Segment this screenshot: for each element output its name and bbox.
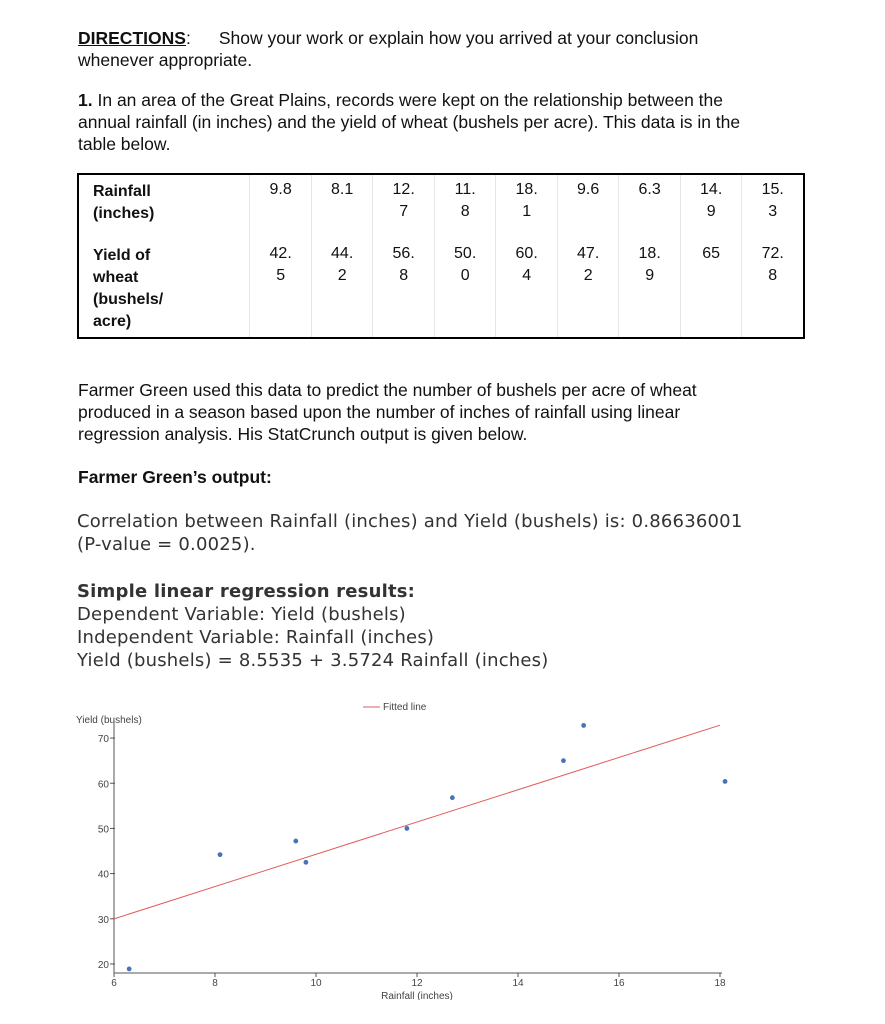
legend-label: Fitted line [383,702,427,713]
directions [78,27,818,71]
regression-output [77,580,549,672]
rainfall-cell: 11. 8 [434,174,496,239]
paragraph-2-line-2: produced in a season based upon the number of inches of rainfall using linear [78,402,681,422]
y-tick-label: 70 [97,734,109,746]
question-1 [78,89,740,155]
data-point [581,723,586,728]
x-tick-label: 8 [212,978,218,989]
paragraph-2 [78,379,697,445]
correlation-output [77,510,742,556]
directions-text-2: whenever appropriate. [78,50,253,70]
data-point [218,852,223,857]
rainfall-cell: 12. 7 [373,174,435,239]
rainfall-cell: 9.8 [250,174,312,239]
rainfall-cell: 14. 9 [680,174,742,239]
x-tick-label: 12 [411,978,423,989]
question-line-2: annual rainfall (in inches) and the yield of wheat (bushels per acre). This data is in the [78,112,741,132]
paragraph-2-line-1: Farmer Green used this data to predict the number of bushels per acre of wheat [78,380,697,400]
question-line-1: In an area of the Great Plains, records were kept on the relationship between the [97,90,723,110]
question-number: 1. [78,90,93,110]
data-point [723,779,728,784]
x-tick-label: 18 [714,978,726,989]
dependent-variable: Dependent Variable: Yield (bushels) [77,604,406,625]
scatter-chart [70,695,750,1000]
regression-equation: Yield (bushels) = 8.5535 + 3.5724 Rainfall (inches) [77,650,549,671]
yield-row [78,239,804,338]
legend [363,702,427,713]
rainfall-cell: 18. 1 [496,174,558,239]
yield-cell: 50. 0 [434,239,496,338]
yield-cell: 47. 2 [557,239,619,338]
correlation-line-1: Correlation between Rainfall (inches) and Yield (bushels) is: 0.86636001 [77,511,743,532]
directions-colon: : [185,28,191,48]
independent-variable: Independent Variable: Rainfall (inches) [77,627,435,648]
data-point [304,860,309,865]
data-point [561,758,566,763]
paragraph-2-line-3: regression analysis. His StatCrunch output is given below. [78,424,528,444]
yield-cell: 65 [680,239,742,338]
x-tick-label: 6 [111,978,117,989]
rainfall-row [78,174,804,239]
rainfall-cell: 6.3 [619,174,681,239]
y-tick-label: 20 [97,959,109,971]
output-heading: Farmer Green’s output: [78,467,272,487]
yield-cell: 72. 8 [742,239,804,338]
rainfall-cell: 15. 3 [742,174,804,239]
y-tick-label: 30 [97,914,109,926]
yield-cell: 56. 8 [373,239,435,338]
correlation-line-2: (P-value = 0.0025). [77,534,256,555]
directions-label: DIRECTIONS [78,28,186,48]
y-tick-label: 60 [97,779,109,791]
directions-text-1: Show your work or explain how you arrived at your conclusion [218,28,699,48]
y-tick-label: 40 [97,869,109,881]
yield-cell: 60. 4 [496,239,558,338]
data-table [77,173,805,339]
yield-label: Yield of wheat (bushels/ acre) [93,247,164,330]
x-axis-label: Rainfall (inches) [381,991,453,1000]
data-point [450,795,455,800]
y-axis-label: Yield (bushels) [76,715,142,726]
x-tick-label: 14 [512,978,524,989]
data-point [405,826,410,831]
y-tick-label: 50 [97,824,109,836]
data-point [127,967,132,972]
data-point [293,839,298,844]
rainfall-cell: 8.1 [311,174,373,239]
question-line-3: table below. [78,134,171,154]
rainfall-label: Rainfall (inches) [93,183,155,222]
rainfall-cell: 9.6 [557,174,619,239]
yield-cell: 44. 2 [311,239,373,338]
yield-cell: 18. 9 [619,239,681,338]
fitted-line [114,725,720,919]
yield-cell: 42. 5 [250,239,312,338]
regression-heading: Simple linear regression results: [77,581,416,602]
x-tick-label: 16 [613,978,625,989]
x-tick-label: 10 [310,978,322,989]
